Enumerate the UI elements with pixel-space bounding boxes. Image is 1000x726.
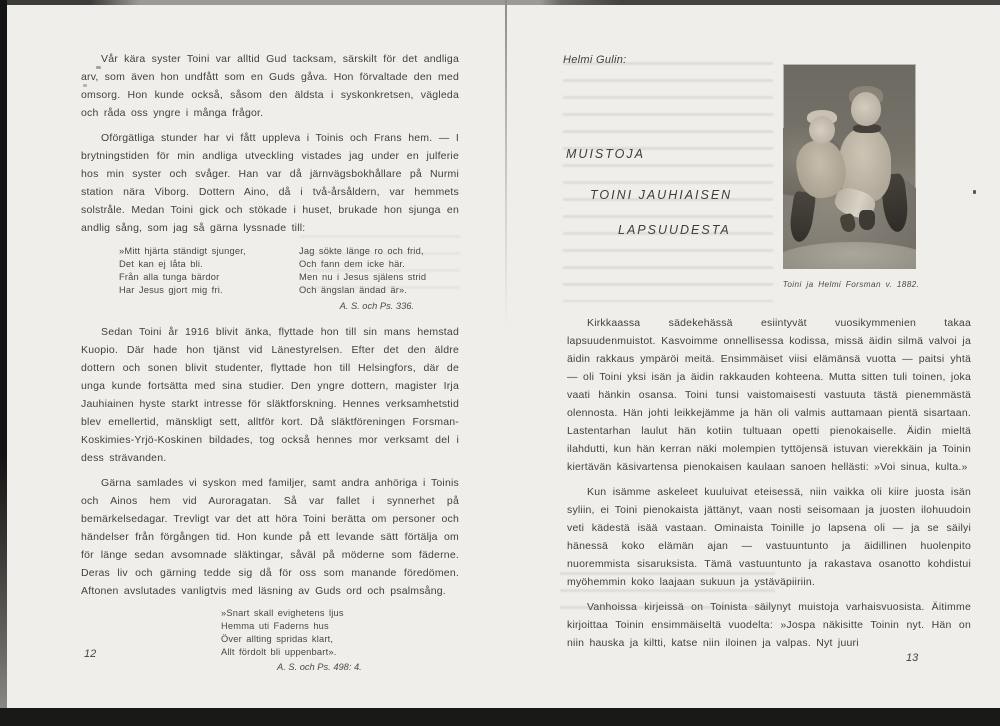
scan-speck [96,66,101,69]
article-title-line-2: TOINI JAUHIAISEN [590,188,733,202]
hymn-attribution: A. S. och Ps. 498: 4. [277,662,362,672]
photo-younger-child-face [809,116,835,144]
verse-line: Jag sökte länge ro och frid, [299,246,424,256]
page-gutter-line [505,0,507,330]
verse-line: »Snart skall evighetens ljus [221,608,344,618]
article-title-line-1: MUISTOJA [566,147,645,161]
scan-edge-top [0,0,1000,5]
scan-edge-left [0,0,7,712]
verse-line: Hemma uti Faderns hus [221,621,329,631]
left-page-text-column [81,50,459,684]
verse-line: Och ängslan ändad är». [299,285,408,295]
paragraph: Vår kära syster Toini var alltid Gud tacksam, särskilt för det andliga arv, som även hon undfått som en Guds gåva. Hon förvaltade den med omsorg. Hon kunde också, såsom den äldsta i syskonkretsen, vägleda och råda oss yngre i många frågor. [81,53,459,119]
photo-floor-shape [783,242,916,269]
scan-speck [83,84,87,87]
paragraph: Kun isämme askeleet kuuluivat eteisessä, niin vaikka oli kiire juosta isän syliin, ei Toini pienokaista jättänyt, vaan nosti seisomaan ja juosten ilohuudoin veti kädestä isää vastaan. Ominaista Toinille jo lapsena oli — ja se säilyi hänessä koko elämän ajan — vastuuntunto ja äidillinen huolenpito nuoremmista sisaruksista. Tämä vastuuntunto ja rakastava osanotto kohdistui myöhemmin koko laajaan sukuun ja ystäväpiiriin. [567,486,971,588]
author-byline: Helmi Gulin: [563,54,627,66]
verse-line: Och fann dem icke här. [299,259,406,269]
verse-line: Har Jesus gjort mig fri. [119,285,223,295]
paragraph: Oförgätliga stunder har vi fått uppleva i Toinis och Frans hem. — I brytningstiden för min andliga utveckling vistades jag under en julferie hos min syster och svåger. Han var då järnvägsbokhållare på Nurmi station nära Viborg. Dottern Aino, då i två-årsåldern, var hemmets solstråle. Medan Toini gick och stökade i huset, brukade hon sjunga en andlig sång, som jag så gärna lyssnade till: [81,132,459,234]
paragraph: Sedan Toini år 1916 blivit änka, flyttade hon till sin mans hemstad Kuopio. Där hade hon tjänst vid Länestyrelsen. Efter det den äldre dottern och sonen blivit studenter, flyttade hon till Helsingfors, där de unga kunde fortsätta med sina studier. Den yngre dottern, magister Irja Jauhiainen hyste starkt intresse för släktforskning. Hennes verksamhetstid blev emellertid, mänskligt sett, alltför kort. Då släktföreningen Forsman-Koskimies-Yrjö-Koskinen bildades, tog också hennes mor verksamt del i dess strävanden. [81,326,459,464]
paragraph: Kirkkaassa sädekehässä esiintyvät vuosikymmenien takaa lapsuudenmuistot. Kasvoimme onnellisessa kodissa, missä äidin silmä valvoi ja äidin rakkaus ympäröi meitä. Ensimmäiset viisi elämänsä vuotta — paitsi yhtä — oli Toini yksi isän ja äidin rakkauden kohteena. Mutta sitten tuli toinen, joka vaati hänkin osansa. Toini tunsi vaistomaisesti vastuuta tästä pienemmästä olennosta. Hän johti leikkejämme ja hän oli valmis auttamaan pientä sisartaan. Lastentarhan laulut hän kotiin tultuaan opetti pienokaiselle. Äidin mieltä ilahdutti, kun hän kerran näki molempien tyttöjensä istuvan vierekkäin ja Toinin kiertävän käsivartensa pienokaisen kaulaan sanoen hellästi: »Voi sinua, kulta.» [567,317,971,473]
bleed-through-texture [563,62,773,302]
page-number-right: 13 [906,652,919,664]
verse-line: Från alla tunga bärdor [119,272,220,282]
scan-edge-bottom [0,708,1000,726]
photo-child-boot [859,210,875,230]
hymn-verse-right-column [299,245,426,297]
photo-toini-and-helmi-1882 [783,64,916,269]
hymn-verse-two-columns [119,245,459,297]
verse-line: Det kan ej låta bli. [119,259,203,269]
verse-line: Allt fördolt bli uppenbart». [221,647,337,657]
hymn-verse-left-column [119,245,299,297]
hymn-verse-block [221,607,459,659]
article-title-line-3: LAPSUUDESTA [618,223,731,237]
paragraph: Vanhoissa kirjeissä on Toinista säilynyt muistoja varhaisvuosista. Äitimme kirjoittaa Toinin ensimmäiseltä vuodelta: »Jospa näkisitte Toinin nyt. Hän on niin hauska ja kiltti, katse niin iloinen ja valpas. Nyt juuri [567,601,971,649]
verse-line: »Mitt hjärta ständigt sjunger, [119,246,246,256]
paragraph: Gärna samlades vi syskon med familjer, samt andra anhöriga i Toinis och Ainos hem vid Auroragatan. Så var fallet i synnerhet på bemärkelsedagar. Trevligt var det att höra Toini berätta om personer och händelser från förgången tid. Hon kunde på ett levande sätt förtälja om för länge sedan avsomnade släktingar, såväl på möderne som fäderne. Deras liv och gärning tedde sig då för oss som manande föredömen. Aftonen avslutades vanligtvis med läsning av Guds ord och psalmsång. [81,477,459,597]
scan-speck [973,190,976,194]
hymn-attribution: A. S. och Ps. 336. [339,301,414,311]
verse-line: Över allting spridas klart, [221,634,334,644]
right-page-text-column [567,314,971,659]
photo-caption: Toini ja Helmi Forsman v. 1882. [782,280,920,289]
photo-older-child-face [851,92,881,126]
verse-line: Men nu i Jesus själens strid [299,272,427,282]
page-number-left: 12 [84,648,97,660]
